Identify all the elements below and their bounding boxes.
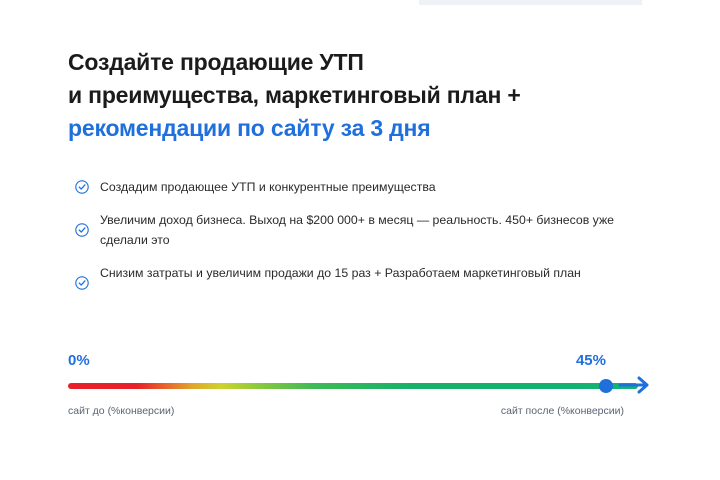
list-item	[68, 210, 652, 250]
progress-knob[interactable]	[599, 379, 613, 393]
progress-start-value: 0%	[68, 352, 90, 369]
check-circle-icon	[75, 276, 89, 290]
conversion-progress	[68, 352, 652, 421]
progress-captions	[68, 405, 652, 421]
check-circle-icon	[75, 180, 89, 194]
progress-track-wrapper	[68, 380, 652, 392]
benefits-list	[68, 177, 652, 290]
headline-line-1: Создайте продающие УТП	[68, 49, 364, 75]
check-circle-icon	[75, 223, 89, 237]
list-item	[68, 263, 652, 290]
arrow-right-icon[interactable]	[618, 374, 652, 396]
benefit-text: Снизим затраты и увеличим продажи до 15 раз + Разработаем маркетинговый план	[100, 266, 581, 280]
list-item	[68, 177, 652, 197]
progress-track	[68, 383, 638, 389]
progress-labels	[68, 352, 652, 372]
headline-line-2: и преимущества, маркетинговый план +	[68, 82, 521, 108]
progress-caption-after: сайт после (%конверсии)	[500, 405, 624, 417]
headline-line-3: рекомендации по сайту за 3 дня	[68, 115, 431, 141]
benefit-text: Создадим продающее УТП и конкурентные преимущества	[100, 180, 436, 194]
progress-caption-before: сайт до (%конверсии)	[68, 405, 175, 417]
progress-end-value: 45%	[575, 352, 606, 369]
benefit-text: Увеличим доход бизнеса. Выход на $200 000+ в месяц — реальность. 450+ бизнесов уже сделали это	[100, 213, 615, 247]
page-title	[68, 46, 652, 145]
